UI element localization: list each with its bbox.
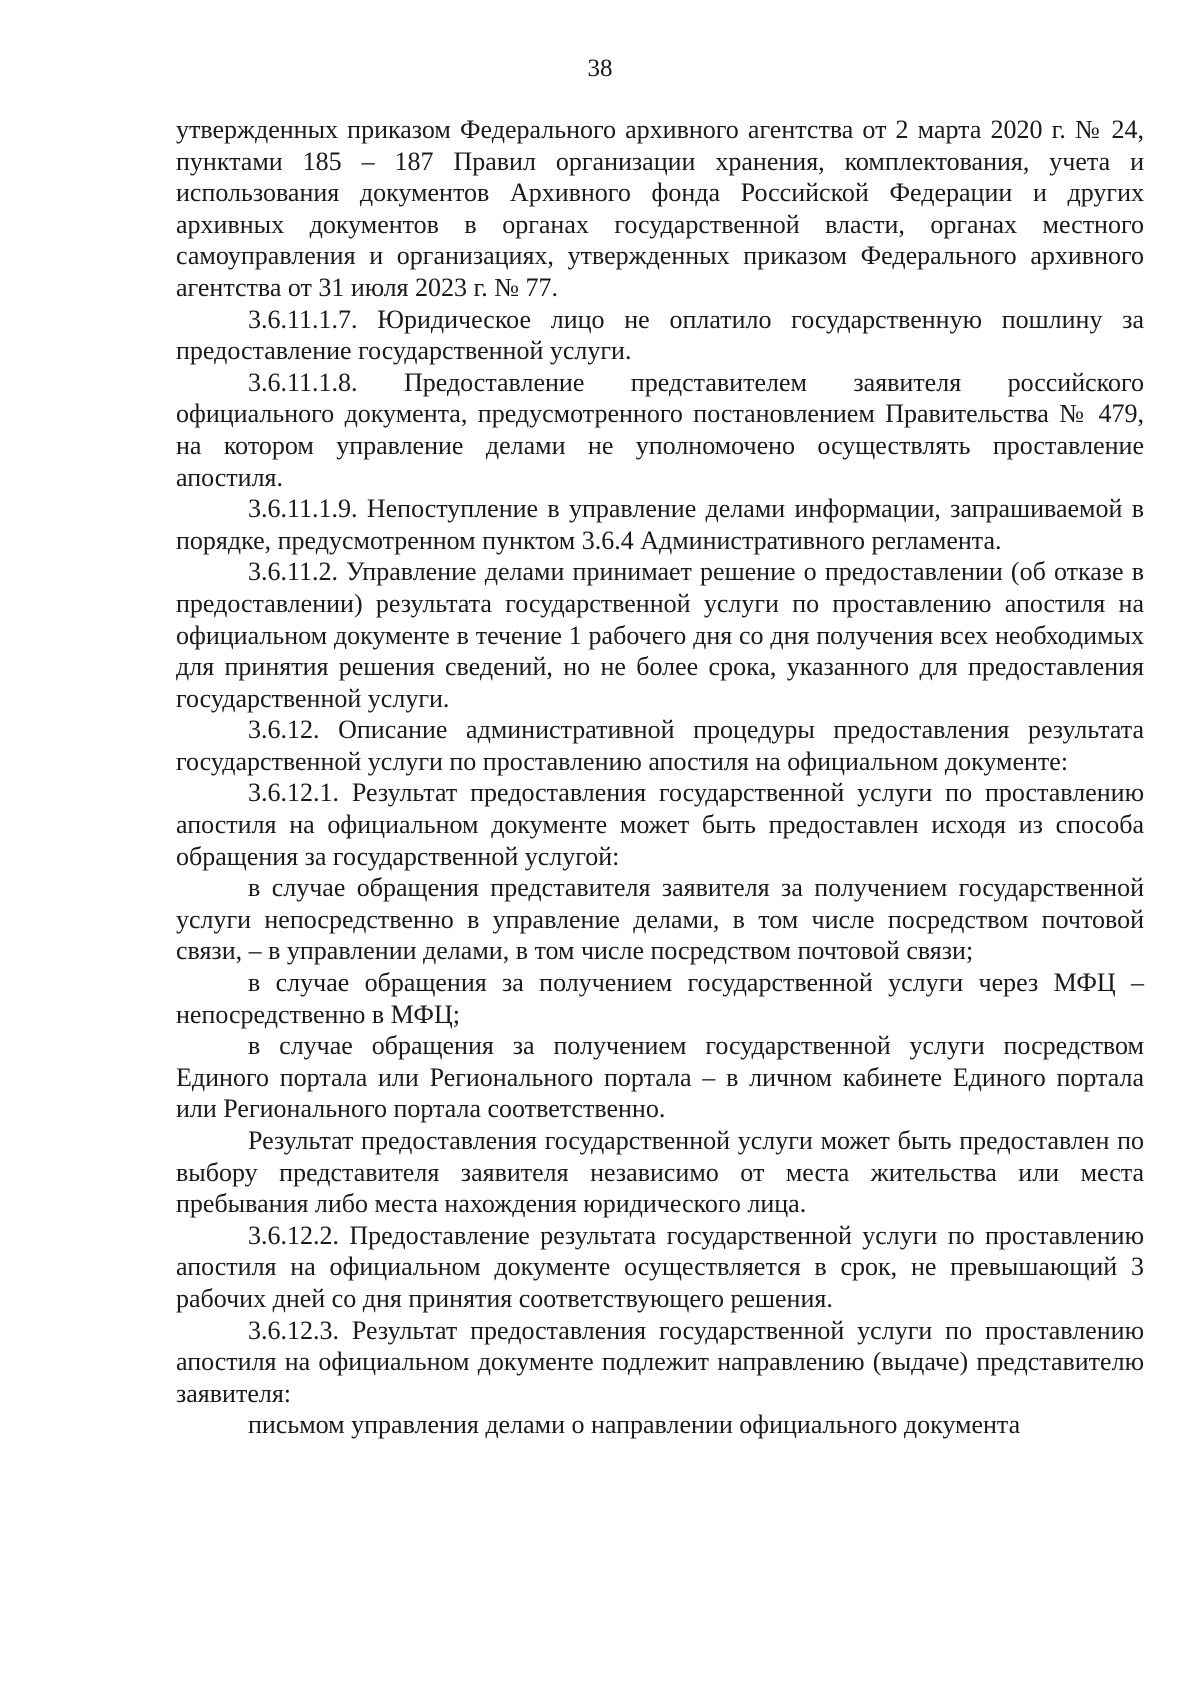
paragraph-case-management-office: в случае обращения представителя заявителя за получением государственной услуги непосредственно в управление делами, в том числе посредством почтовой связи, – в управлении делами, в том числе посредством почтовой связи; xyxy=(176,873,1144,966)
paragraph-3-6-12-1: 3.6.12.1. Результат предоставления государственной услуги по проставлению апостиля на официальном документе может быть предоставлен исходя из способа обращения за государственной услугой: xyxy=(176,778,1144,871)
paragraph-3-6-12-3: 3.6.12.3. Результат предоставления государственной услуги по проставлению апостиля на официальном документе подлежит направлению (выдаче) представителю заявителя: xyxy=(176,1315,1144,1408)
paragraph-continuation: утвержденных приказом Федерального архивного агентства от 2 марта 2020 г. № 24, пунктами 185 – 187 Правил организации хранения, комплектования, учета и использования документов Архивного фонда Российской Федерации и других архивных документов в органах государственной власти, органах местного самоуправления и организациях, утвержденных приказом Федерального архивного агентства от 31 июля 2023 г. № 77. xyxy=(176,115,1144,302)
paragraph-3-6-11-2: 3.6.11.2. Управление делами принимает решение о предоставлении (об отказе в предоставлении) результата государственной услуги по проставлению апостиля на официальном документе в течение 1 рабочего дня со дня получения всех необходимых для принятия решения сведений, но не более срока, указанного для предоставления государственной услуги. xyxy=(176,557,1144,713)
paragraph-3-6-12-2: 3.6.12.2. Предоставление результата государственной услуги по проставлению апостиля на официальном документе осуществляется в срок, не превышающий 3 рабочих дней со дня принятия соответствующего решения. xyxy=(176,1220,1144,1313)
paragraph-letter-fragment: письмом управления делами о направлении официального документа xyxy=(248,1410,1021,1440)
paragraph-case-portal: в случае обращения за получением государственной услуги посредством Единого портала или Регионального портала – в личном кабинете Единого портала или Регионального портала соответственно. xyxy=(176,1031,1144,1124)
page-number: 38 xyxy=(587,55,613,82)
paragraph-3-6-12: 3.6.12. Описание административной процедуры предоставления результата государственной услуги по проставлению апостиля на официальном документе: xyxy=(176,715,1144,776)
paragraph-result-any-location: Результат предоставления государственной услуги может быть предоставлен по выбору представителя заявителя независимо от места жительства или места пребывания либо места нахождения юридического лица. xyxy=(176,1126,1144,1219)
paragraph-3-6-11-1-9: 3.6.11.1.9. Непоступление в управление делами информации, запрашиваемой в порядке, предусмотренном пунктом 3.6.4 Административного регламента. xyxy=(176,494,1144,555)
paragraph-3-6-11-1-8: 3.6.11.1.8. Предоставление представителем заявителя российского официального документа, предусмотренного постановлением Правительства № 479, на котором управление делами не уполномочено осуществлять проставление апостиля. xyxy=(176,367,1144,492)
paragraph-3-6-11-1-7: 3.6.11.1.7. Юридическое лицо не оплатило государственную пошлину за предоставление государственной услуги. xyxy=(176,304,1144,366)
document-body xyxy=(176,114,1144,1441)
paragraph-case-mfc: в случае обращения за получением государственной услуги через МФЦ – непосредственно в МФЦ; xyxy=(176,968,1144,1029)
